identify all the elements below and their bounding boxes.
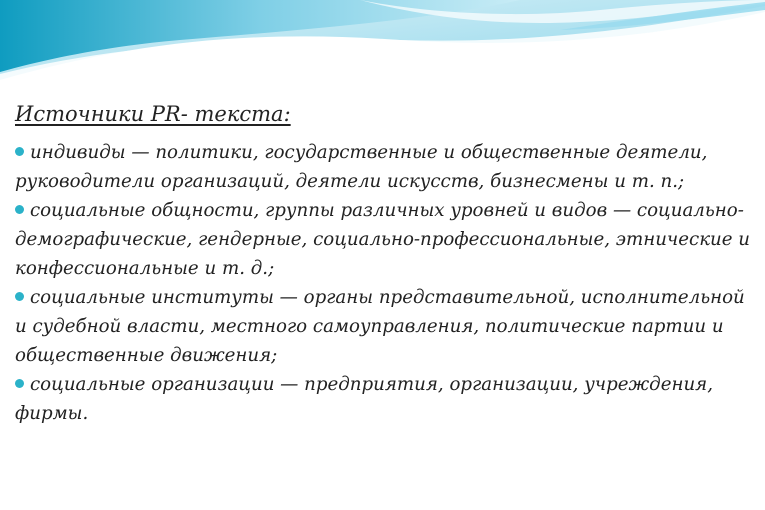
- header-wave-decoration: [0, 0, 765, 90]
- list-item: [15, 138, 755, 196]
- slide-title: Источники PR- текста:: [15, 102, 291, 126]
- sources-list: [15, 138, 755, 428]
- bullet-icon: [15, 147, 24, 156]
- list-item-text: социальные общности, группы различных уровней и видов — социально-демографические, гендерные, социально-профессиональные, этнические и конфессиональные и т. д.;: [15, 200, 751, 279]
- list-item: [15, 283, 755, 370]
- slide-content: [15, 98, 755, 428]
- bullet-icon: [15, 379, 24, 388]
- bullet-icon: [15, 205, 24, 214]
- list-item-text: индивиды — политики, государственные и общественные деятели, руководители организаций, деятели искусств, бизнесмены и т. п.;: [15, 142, 708, 192]
- bullet-icon: [15, 292, 24, 301]
- list-item-text: социальные организации — предприятия, организации, учреждения, фирмы.: [15, 374, 713, 424]
- list-item-text: социальные институты — органы представительной, исполнительной и судебной власти, местного самоуправления, политические партии и общественные движения;: [15, 287, 745, 366]
- list-item: [15, 196, 755, 283]
- list-item: [15, 370, 755, 428]
